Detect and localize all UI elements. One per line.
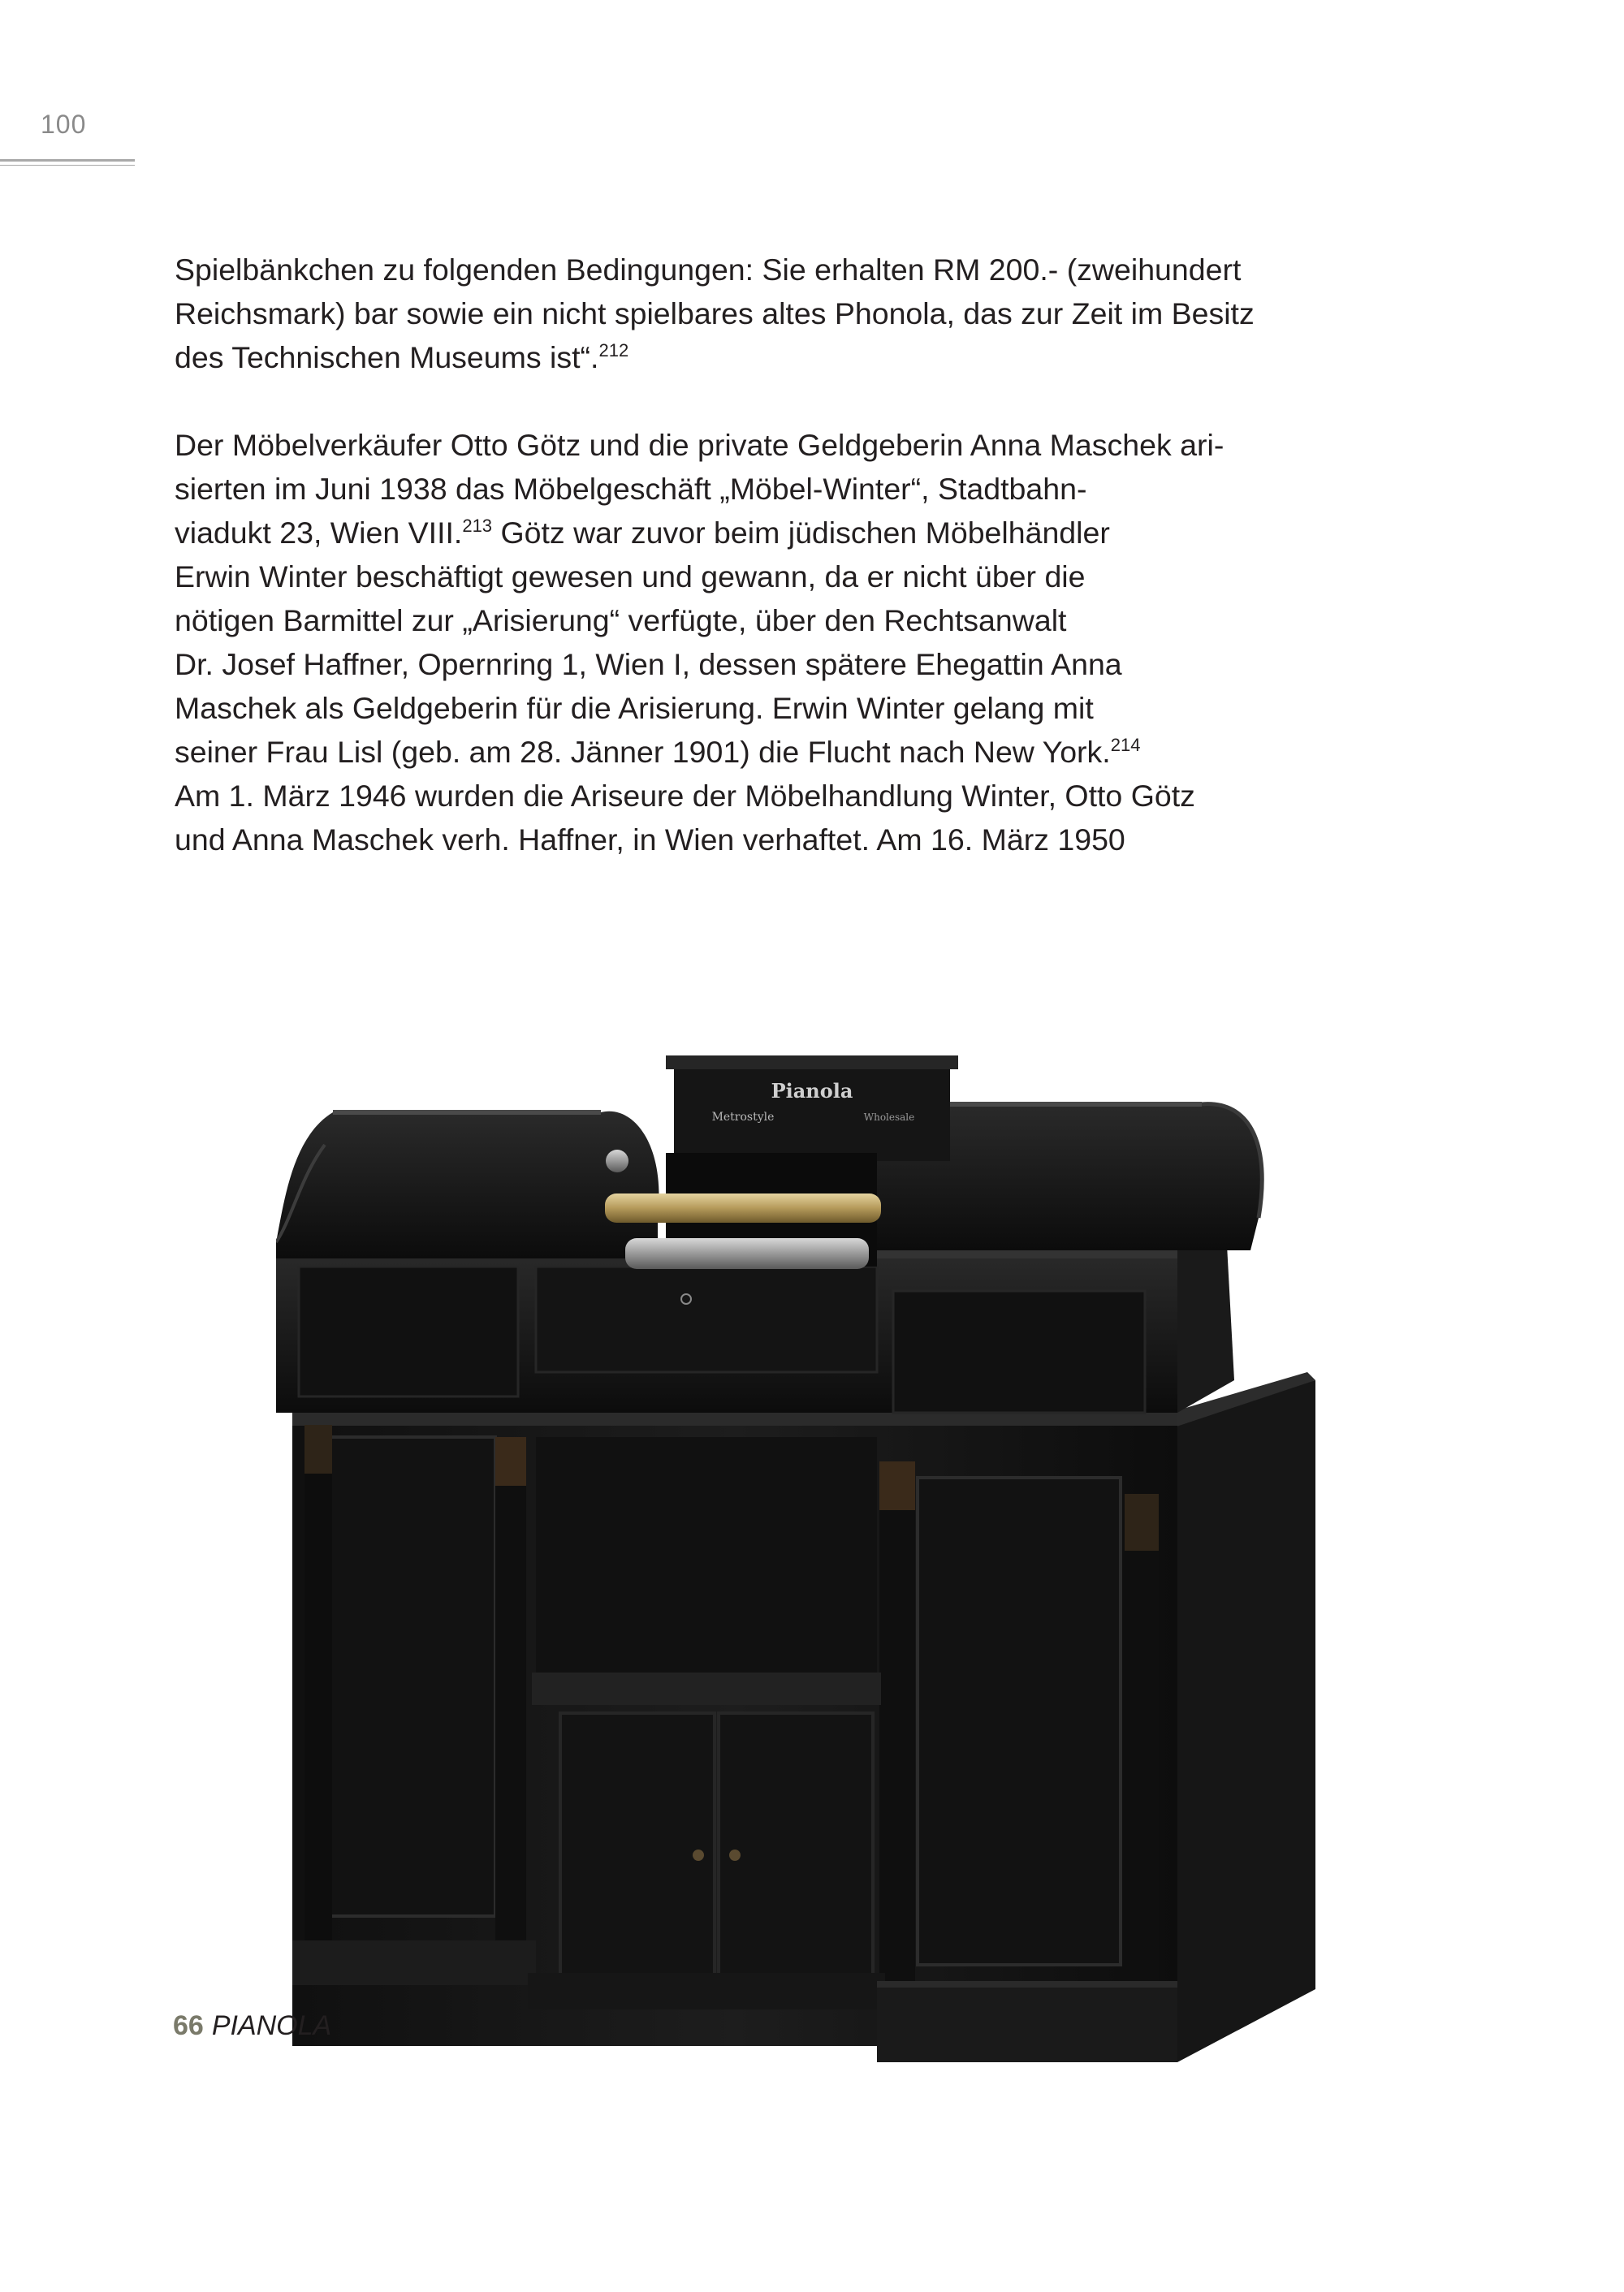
text-fragment: viadukt 23, Wien VIII. bbox=[175, 516, 463, 550]
text-line: nötigen Barmittel zur „Arisierung“ verfügte, über den Rechtsanwalt bbox=[175, 603, 1067, 637]
brass-roller bbox=[605, 1193, 881, 1223]
footnote-ref[interactable]: 214 bbox=[1110, 735, 1141, 755]
text-line bbox=[175, 730, 1230, 774]
figure-title: PIANOLA bbox=[211, 2010, 332, 2041]
body-text bbox=[175, 248, 1255, 861]
text-line: Dr. Josef Haffner, Opernring 1, Wien I, dessen spätere Ehegattin Anna bbox=[175, 647, 1122, 681]
text-line: Der Möbelverkäufer Otto Götz und die private Geldgeberin Anna Maschek ari- bbox=[175, 428, 1224, 462]
header-rule-thin bbox=[0, 165, 135, 166]
door-knob bbox=[693, 1850, 704, 1861]
footnote-ref[interactable]: 212 bbox=[598, 340, 629, 360]
text-line: sierten im Juni 1938 das Möbelgeschäft „Möbel-Winter“, Stadtbahn- bbox=[175, 472, 1087, 506]
text-line: Reichsmark) bar sowie ein nicht spielbares altes Phonola, das zur Zeit im Besitz bbox=[175, 296, 1255, 330]
model-label: Metrostyle bbox=[711, 1111, 775, 1124]
door-knob bbox=[729, 1850, 741, 1861]
page-number: 100 bbox=[41, 110, 87, 139]
cabinet-door-right bbox=[719, 1713, 873, 1981]
text-line bbox=[175, 511, 1230, 555]
spool-box bbox=[674, 1055, 950, 1161]
center-panel bbox=[536, 1437, 877, 1673]
text-line: Maschek als Geldgeberin für die Arisierung. Erwin Winter gelang mit bbox=[175, 691, 1094, 725]
text-fragment: des Technischen Museums ist“. bbox=[175, 340, 599, 374]
chrome-spool bbox=[625, 1238, 869, 1269]
pianola-photo bbox=[276, 1055, 1332, 2070]
paragraph-2 bbox=[175, 423, 1230, 861]
left-lid bbox=[276, 1111, 659, 1258]
text-line bbox=[175, 335, 1230, 379]
brand-label: Pianola bbox=[771, 1079, 853, 1103]
pianola-illustration bbox=[276, 1055, 1332, 2070]
figure-caption bbox=[173, 2010, 331, 2042]
plinth bbox=[292, 1940, 536, 1985]
header-rule bbox=[0, 159, 135, 162]
figure-number: 66 bbox=[173, 2010, 204, 2041]
paragraph-1 bbox=[175, 248, 1255, 379]
footnote-ref[interactable]: 213 bbox=[462, 516, 493, 536]
left-panel bbox=[325, 1437, 495, 1916]
text-line: und Anna Maschek verh. Haffner, in Wien verhaftet. Am 16. März 1950 bbox=[175, 822, 1125, 857]
right-panel bbox=[918, 1478, 1121, 1965]
text-line: Erwin Winter beschäftigt gewesen und gewann, da er nicht über die bbox=[175, 559, 1086, 594]
cabinet-side bbox=[1169, 1380, 1315, 2062]
text-line: Spielbänkchen zu folgenden Bedingungen: Sie erhalten RM 200.- (zweihundert bbox=[175, 253, 1242, 287]
text-line: Am 1. März 1946 wurden die Ariseure der Möbelhandlung Winter, Otto Götz bbox=[175, 779, 1195, 813]
cabinet-door-left bbox=[560, 1713, 715, 1981]
text-fragment: Götz war zuvor beim jüdischen Möbelhändler bbox=[492, 516, 1110, 550]
text-fragment: seiner Frau Lisl (geb. am 28. Jänner 1901) die Flucht nach New York. bbox=[175, 735, 1111, 769]
extra-label: Wholesale bbox=[863, 1111, 915, 1123]
